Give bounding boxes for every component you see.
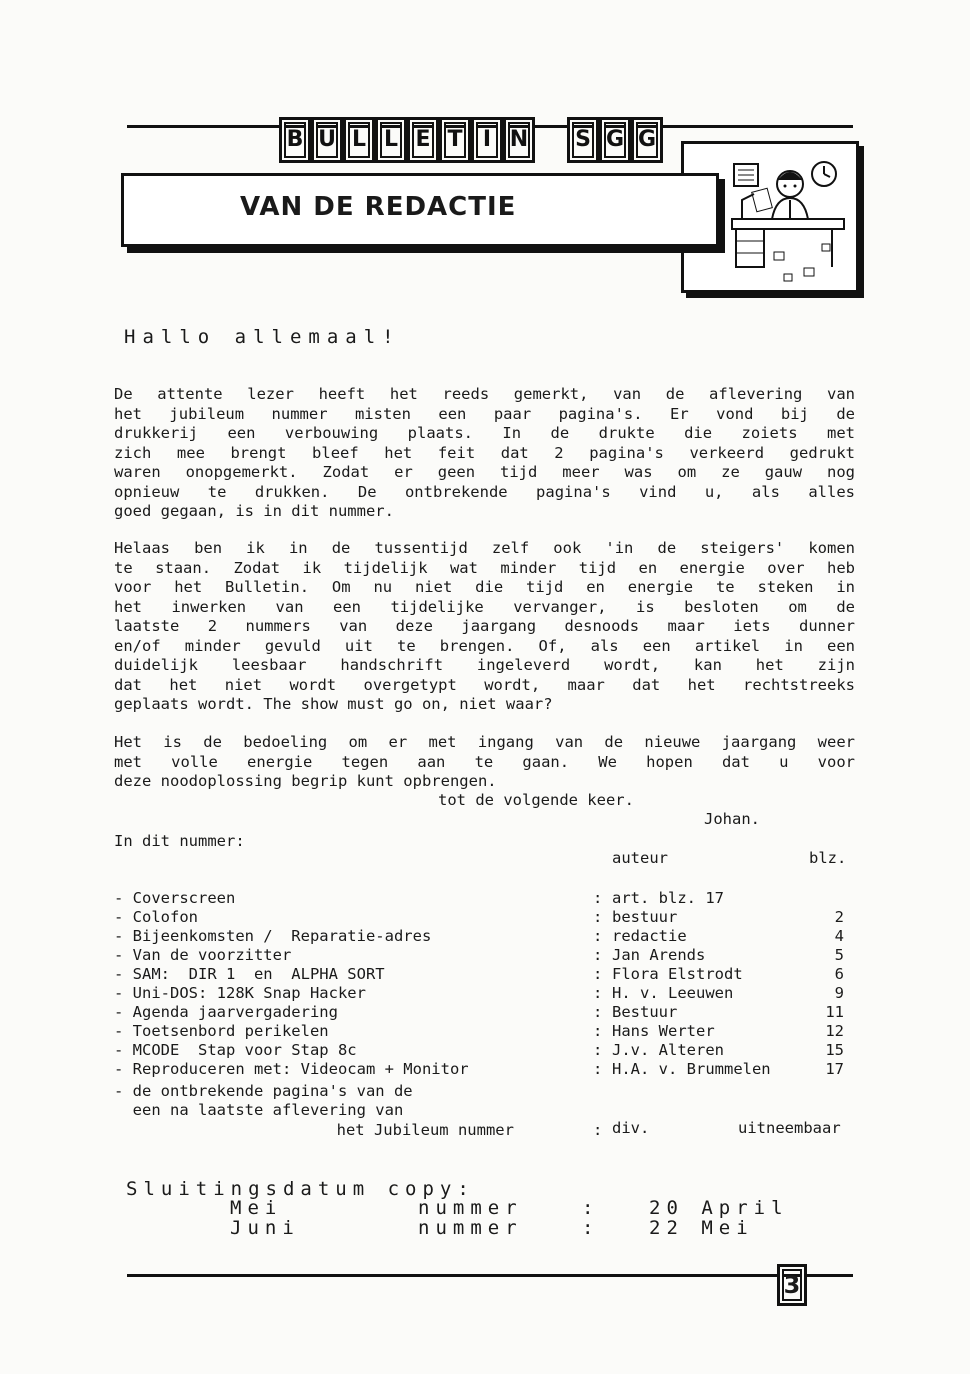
toc-item-page: 6 [834,965,844,983]
toc-separator: : [593,946,603,964]
toc-item-title: - Coverscreen [114,889,236,907]
logo-letter: L [375,117,407,163]
text-line: drukkerij een verbouwing plaats. In de drukte die zoiets met [114,424,855,442]
toc-item-title: - MCODE Stap voor Stap 8c [114,1041,357,1059]
text-line: Helaas ben ik in de tussentijd zelf ook 'in de steigers' komen [114,539,855,557]
toc-separator: : [593,908,603,926]
toc-item-title: een na laatste aflevering van [114,1101,404,1119]
text-line: Het is de bedoeling om er met ingang van de nieuwe jaargang weer [114,733,855,751]
toc-item-title: - Bijeenkomsten / Reparatie-adres [114,927,432,945]
toc-heading: In dit nummer: [114,832,245,850]
logo-letter: L [343,117,375,163]
toc-separator: : [593,927,603,945]
toc-item-page: 11 [825,1003,844,1021]
toc-separator: : [593,889,603,907]
toc-separator: : [593,1022,603,1040]
toc-item-title: - Van de voorzitter [114,946,292,964]
list-item [114,965,844,985]
deadline-heading: Sluitingsdatum copy: [126,1178,475,1200]
text-line: deze noodoplossing begrip kunt opbrengen. [114,772,497,790]
toc-item-page: 5 [834,946,844,964]
logo-letter: I [471,117,503,163]
text-line: De attente lezer heeft het reeds gemerkt, van de aflevering van [114,385,855,403]
logo-letter: T [439,117,471,163]
text-line: het jubileum nummer misten een paar pagina's. Er vond bij de [114,404,855,423]
toc-item-author: H.A. v. Brummelen [612,1060,771,1078]
deadline-label: nummer [418,1197,523,1219]
toc-item-author: Jan Arends [612,946,706,964]
toc-separator: : [593,965,603,983]
toc-item-page: 17 [825,1060,844,1078]
section-banner [121,173,719,247]
logo-letter: S [567,117,599,163]
text-line: duidelijk leesbaar handschrift ingeleverd wordt, kan het zijn [114,656,855,674]
list-item [114,927,844,947]
list-item [114,984,844,1004]
deadline-date: 20 April [649,1197,789,1219]
toc-item-title: - de ontbrekende pagina's van de [114,1082,413,1100]
text-line: voor het Bulletin. Om nu niet die tijd en energie te steken in [114,578,855,596]
toc-item-title: - Toetsenbord perikelen [114,1022,329,1040]
toc-item-page: uitneembaar [738,1119,841,1137]
toc-item-author: J.v. Alteren [612,1041,724,1059]
toc-author-header: auteur [612,849,668,867]
toc-separator: : [593,984,603,1002]
greeting-heading: Hallo allemaal! [124,326,401,348]
toc-item-title: - Colofon [114,908,198,926]
paragraph-plans [114,733,855,772]
list-item [114,946,844,966]
toc-item-page: 12 [825,1022,844,1040]
toc-item-author: H. v. Leeuwen [612,984,734,1002]
text-line: geplaats wordt. The show must go on, niet waar? [114,695,553,713]
deadline-issue: Mei [230,1197,283,1219]
footer-rule [127,1274,853,1277]
logo-letter: B [279,117,311,163]
text-line: goed gegaan, is in dit nummer. [114,502,394,520]
toc-item-author: Bestuur [612,1003,678,1021]
toc-item-title: - SAM: DIR 1 en ALPHA SORT [114,965,385,983]
logo-letter: E [407,117,439,163]
logo-letter: G [599,117,631,163]
logo-letter: U [311,117,343,163]
signature: Johan. [704,810,760,828]
text-line: laatste 2 nummers van deze jaargang desnoods maar iets dunner [114,617,855,635]
toc-item-author: art. blz. 17 [612,889,724,907]
toc-item-author: Flora Elstrodt [612,965,743,983]
toc-item-page: 9 [834,984,844,1002]
toc-item-title: - Reproduceren met: Videocam + Monitor [114,1060,469,1078]
list-item [114,889,844,909]
deadline-separator: : [582,1217,600,1239]
text-line: met volle energie tegen aan te gaan. We hopen dat u voor [114,752,855,771]
list-item [114,908,844,928]
logo-letter: G [631,117,663,163]
toc-item-author: redactie [612,927,687,945]
text-line: dat het niet wordt overgetypt wordt, maar dat het rechtstreeks [114,675,855,694]
text-line: te staan. Zodat ik tijdelijk wat minder tijd en energie over heb [114,558,855,577]
text-line: opnieuw te drukken. De ontbrekende pagina's vind u, als alles [114,482,855,501]
paragraph-steigers [114,539,855,695]
toc-item-author: Hans Werter [612,1022,715,1040]
deadline-separator: : [582,1197,600,1219]
list-item [114,1060,844,1080]
toc-item-page: 15 [825,1041,844,1059]
list-item [114,1022,844,1042]
toc-item-author: div. [612,1119,650,1137]
deadline-label: nummer [418,1217,523,1239]
toc-separator: : [593,1060,603,1078]
toc-separator: : [593,1121,603,1139]
deadline-date: 22 Mei [649,1217,754,1239]
toc-page-header: blz. [809,849,847,867]
section-title: VAN DE REDACTIE [240,192,517,222]
list-item [114,1041,844,1061]
text-line: het inwerken van een tijdelijke vervanger, is besloten om de [114,597,855,616]
toc-separator: : [593,1003,603,1021]
toc-item-title: het Jubileum nummer [150,1121,514,1139]
text-line: waren onopgemerkt. Zodat er geen tijd meer was om ze gauw nog [114,463,855,481]
toc-item-page: 2 [834,908,844,926]
toc-item-page: 4 [834,927,844,945]
toc-item-title: - Uni-DOS: 128K Snap Hacker [114,984,366,1002]
list-item [114,1003,844,1023]
logo-letter: N [503,117,535,163]
deadline-issue: Juni [230,1217,300,1239]
text-line: en/of minder gevuld uit te brengen. Of, als een artikel in een [114,636,855,655]
toc-item-author: bestuur [612,908,678,926]
toc-item-title: - Agenda jaarvergadering [114,1003,338,1021]
toc-separator: : [593,1041,603,1059]
page-number: 3 [777,1264,807,1306]
text-line: zich mee brengt bleef het feit dat 2 pagina's verkeerd gedrukt [114,443,855,462]
closing-line: tot de volgende keer. [438,791,634,809]
paragraph-intro [114,385,855,502]
